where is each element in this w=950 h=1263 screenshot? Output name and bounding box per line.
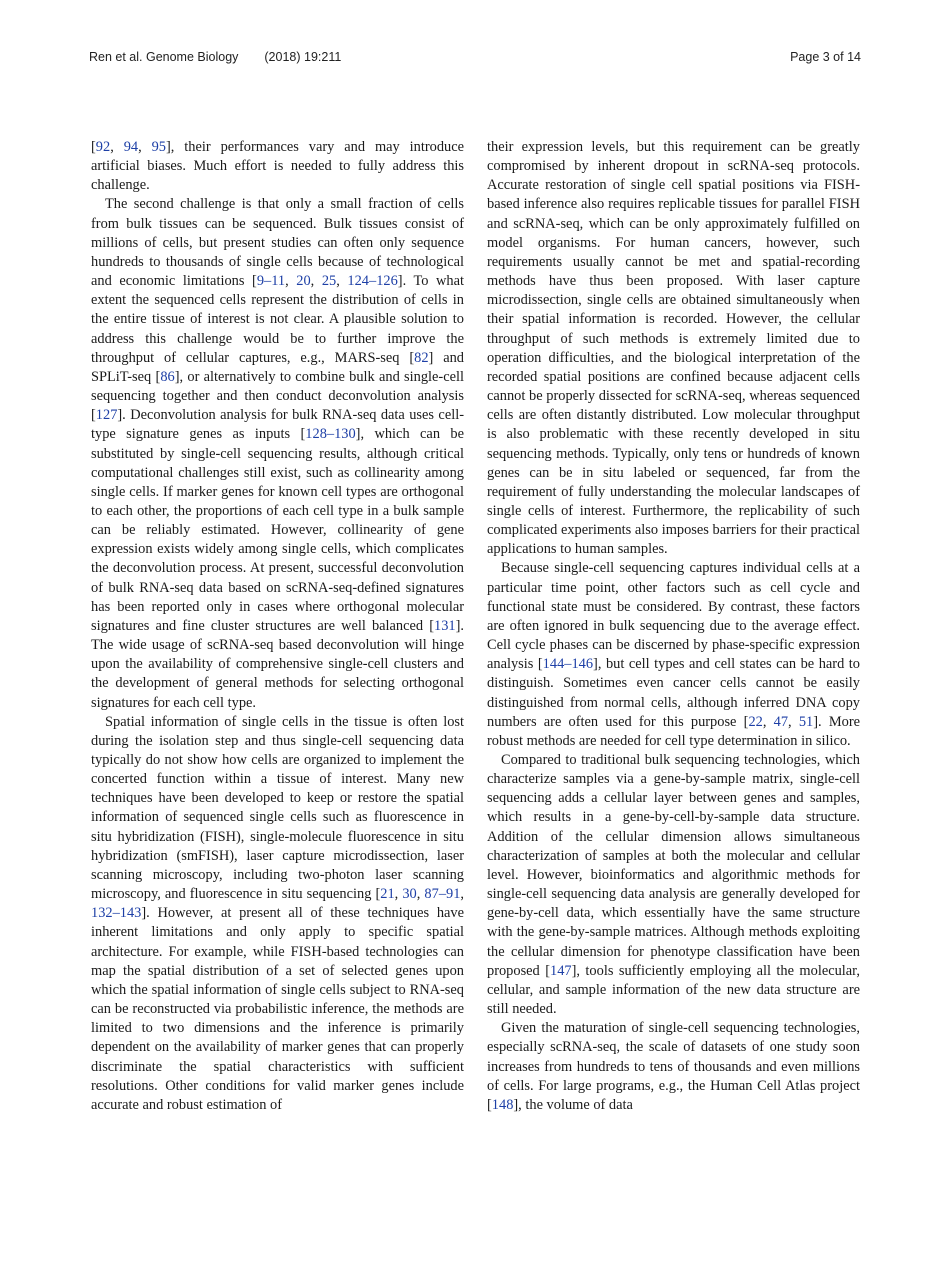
paragraph xyxy=(91,713,464,1115)
text-run: ], which can be substituted by single-cell sequencing results, although critical computational challenges still exist, such as collinearity among single cells. If marker genes for known cell types are orthogonal to each other, the proportions of each cell type in a bulk sample can be reliably estimated. However, collinearity of gene expression exists widely among single cells, which complicates the deconvolution process. At present, successful deconvolution of bulk RNA-seq data based on scRNA-seq-defined signatures has been reported only in cases where orthogonal molecular signatures and fine cluster structures are well balanced [ xyxy=(91,426,465,634)
citation-link[interactable]: 30 xyxy=(402,886,417,903)
text-run: ]. Deconvolution analysis for bulk RNA-seq data uses cell-type signature genes as inputs [ xyxy=(91,407,464,443)
header-citation xyxy=(89,50,341,64)
text-run: , xyxy=(416,886,425,903)
citation-link[interactable]: 25 xyxy=(321,273,337,290)
text-run: their expression levels, but this requirement can be greatly compromised by inherent dropout in scRNA-seq protocols. Accurate restoration of single cell spatial positions via FISH-based inference also requires replicable tissues for parallel FISH and scRNA-seq, which can be only approximately fulfilled on model organisms. For human cancers, however, such requirements usually cannot be met and spatial-recording methods have thus been proposed. With laser capture microdissection, single cells are obtained simultaneously when their spatial information is recorded. However, the cellular throughput of such methods is extremely limited due to operation difficulties, and the biological interpretation of the recorded spatial positions are confined because adjacent cells cannot be properly dissected for scRNA-seq, whereas sequenced cells are often distantly distributed. Low molecular throughput is also problematic with these recently developed in situ sequencing methods. Typically, only tens or hundreds of known genes can be in situ labeled or sequenced, far from the requirement of fully understanding the molecular landscapes of single cells of interest. Furthermore, the replicability of such complicated experiments also imposes barriers for their practical applications to human samples. xyxy=(487,139,860,558)
text-run: , xyxy=(460,886,465,903)
paragraph xyxy=(487,751,860,1019)
text-run: Because single-cell sequencing captures individual cells at a particular time point, other factors such as cell cycle and functional state must be considered. By contrast, these factors are often ignored in bulk sequencing due to the average effect. Cell cycle phases can be discerned by phase-specific expression analysis [ xyxy=(487,560,860,673)
text-run: , xyxy=(285,273,297,290)
text-run: [ xyxy=(91,139,96,155)
text-run: Spatial information of single cells in the tissue is often lost during the isolation step and thus single-cell sequencing data typically do not show how cells are organized to implement the concerted function within a tissue of interest. Many new techniques have been developed to keep or restore the spatial information of sequenced single cells such as fluorescence in situ hybridization (FISH), single-molecule fluorescence in situ hybridization (smFISH), laser capture microdissection, laser scanning microscopy, including two-photon laser scanning microscopy, and fluorescence in situ sequencing [ xyxy=(91,713,464,903)
text-run: , xyxy=(336,273,348,290)
text-run: ], or alternatively to combine bulk and single-cell sequencing together and then conduct deconvolution analysis [ xyxy=(91,368,464,424)
right-column xyxy=(487,138,860,1115)
page-number: Page 3 of 14 xyxy=(790,50,861,64)
text-run: , xyxy=(394,886,403,903)
citation-link[interactable]: 147 xyxy=(550,962,572,979)
citation-link[interactable]: 124–126 xyxy=(347,273,398,290)
text-run: ], but cell types and cell states can be hard to distinguish. Sometimes even cancer cells cannot be easily distinguished from normal cells, although inferred DNA copy numbers are often used for this purpose [ xyxy=(487,656,860,730)
text-run: , xyxy=(762,713,774,730)
paragraph xyxy=(91,195,464,712)
paragraph xyxy=(91,138,464,195)
citation-link[interactable]: 22 xyxy=(748,713,763,730)
citation-link[interactable]: 127 xyxy=(95,407,118,424)
citation-link[interactable]: 21 xyxy=(380,886,395,903)
citation-link[interactable]: 148 xyxy=(491,1096,514,1113)
text-run: Compared to traditional bulk sequencing technologies, which characterize samples via a gene-by-sample matrix, single-cell sequencing adds a cellular layer between genes and samples, which results in a gene-by-cell-by-sample data structure. Addition of the cellular dimension allows simultaneous characterization of samples at both the molecular and cellular level. However, bioinformatics and algorithmic methods for single-cell sequencing data analysis are generally developed for gene-by-cell data, which essentially have the same structure with the gene-by-sample matrices. Although methods exploiting the cellular dimension for phenotype classification have been proposed [ xyxy=(487,752,860,979)
text-run: ]. To what extent the sequenced cells represent the distribution of cells in the entire tissue of interest is not clear. A plausible solution to address this challenge would be to further improve the throughput of cellular captures, e.g., MARS-seq [ xyxy=(91,273,465,366)
text-run: ] and SPLiT-seq [ xyxy=(91,349,464,385)
text-run: , xyxy=(138,139,152,155)
journal-name: Ren et al. Genome Biology xyxy=(89,50,239,64)
text-run: , xyxy=(788,713,799,730)
text-run: ]. More robust methods are needed for cell type determination in silico. xyxy=(487,713,860,749)
citation-link[interactable]: 47 xyxy=(773,713,789,730)
text-run: ], the volume of data xyxy=(513,1096,633,1113)
paragraph xyxy=(487,138,860,559)
citation-link[interactable]: 131 xyxy=(434,617,456,634)
text-run: ], their performances vary and may introduce artificial biases. Much effort is needed to fully address this challenge. xyxy=(91,139,464,194)
left-column xyxy=(91,138,464,1115)
text-run: ]. However, at present all of these techniques have inherent limitations and only apply to specific spatial architecture. For example, while FISH-based technologies can map the spatial distribution of a set of selected genes upon which the spatial information of single cells subject to RNA-seq can be reconstructed via probabilistic inference, the methods are limited to two dimensions and the inference is primarily dependent on the availability of marker genes that can properly discriminate the spatial characteristics with sufficient resolutions. Other conditions for valid marker genes include accurate and robust estimation of xyxy=(91,905,464,1113)
year-volume: (2018) 19:211 xyxy=(264,50,342,64)
text-run: The second challenge is that only a small fraction of cells from bulk tissues can be sequenced. Bulk tissues consist of millions of cells, but present studies can often only sequence hundreds to thousands of single cells because of technological and economic limitations [ xyxy=(91,196,464,290)
paragraph xyxy=(487,1019,860,1115)
citation-link[interactable]: 9–11 xyxy=(256,273,286,290)
paragraph xyxy=(487,559,860,751)
text-run: Given the maturation of single-cell sequencing technologies, especially scRNA-seq, the scale of datasets of one study soon increases from hundreds to tens of thousands and even millions of cells. For large programs, e.g., the Human Cell Atlas project [ xyxy=(487,1020,860,1113)
citation-link[interactable]: 82 xyxy=(414,349,429,366)
citation-link[interactable]: 144–146 xyxy=(542,656,594,673)
citation-link[interactable]: 51 xyxy=(798,713,814,730)
citation-link[interactable]: 94 xyxy=(123,139,139,155)
running-header xyxy=(89,50,861,68)
text-run: , xyxy=(310,273,322,290)
citation-link[interactable]: 87–91 xyxy=(424,886,461,903)
citation-link[interactable]: 132–143 xyxy=(91,905,142,922)
citation-link[interactable]: 92 xyxy=(95,139,111,155)
text-run: ]. The wide usage of scRNA-seq based deconvolution will hinge upon the availability of comprehensive single-cell clusters and the development of general methods for selecting orthogonal signatures for each cell type. xyxy=(91,617,464,711)
text-run: ], tools sufficiently employing all the molecular, cellular, and sample information of the new data structure are still needed. xyxy=(487,962,860,1018)
citation-link[interactable]: 95 xyxy=(151,139,166,155)
citation-link[interactable]: 20 xyxy=(296,273,311,290)
citation-link[interactable]: 128–130 xyxy=(305,426,356,443)
citation-link[interactable]: 86 xyxy=(160,368,175,385)
text-run: , xyxy=(110,139,124,155)
